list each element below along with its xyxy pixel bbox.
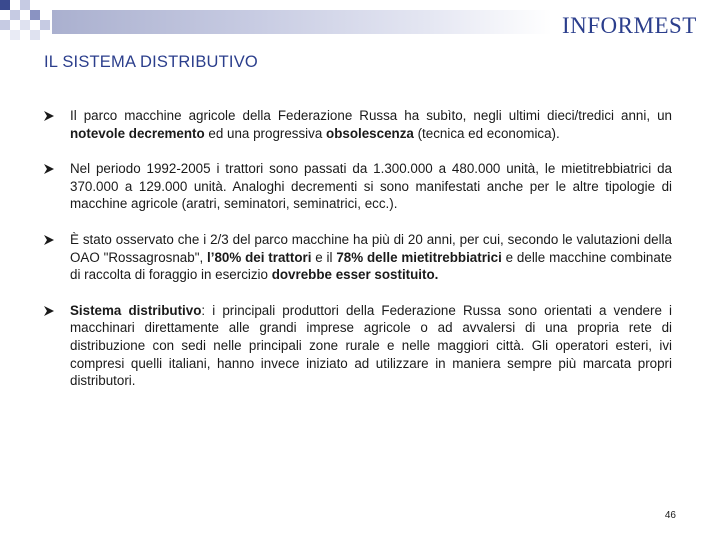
bullet-bold-text: notevole decremento xyxy=(70,125,205,141)
arrow-right-icon xyxy=(44,111,54,121)
logo-text: INFORMEST xyxy=(562,13,697,38)
bullet-bold-text: obsolescenza xyxy=(326,125,414,141)
bullet-text: e il xyxy=(311,249,337,265)
bullet-item xyxy=(44,302,672,390)
bullet-text: Nel periodo 1992-2005 i trattori sono passati da 1.300.000 a 480.000 unità, le mietitrebbiatrici da 370.000 a 129.000 unità. Analoghi decrementi si sono manifestati anche per le altre tipologie di macchine agricole (aratri, seminatori, seminatrici, ecc.). xyxy=(70,161,672,212)
bullet-item xyxy=(44,160,672,213)
bullet-item xyxy=(44,231,672,284)
bullet-bold-text: l’80% dei trattori xyxy=(207,249,312,265)
bullet-text: È stato osservato che i 2/3 del parco macchine ha più di 20 anni, per cui, secondo le valutazioni della OAO "Rossagrosnab", xyxy=(70,231,672,265)
bullet-bold-text: 78% delle mietitrebbiatrici xyxy=(336,249,502,265)
arrow-right-icon xyxy=(44,235,54,245)
bullet-text: Il parco macchine agricole della Federazione Russa ha subìto, negli ultimi dieci/tredici anni, un xyxy=(70,108,672,123)
informest-logo xyxy=(560,8,700,40)
header-bar xyxy=(52,10,552,34)
page-number: 46 xyxy=(664,510,676,521)
bullet-text: ed una progressiva xyxy=(204,125,327,141)
bullet-list xyxy=(44,107,672,408)
checkerboard-decoration xyxy=(0,0,52,44)
bullet-text: e delle macchine combinate di raccolta di foraggio in esercizio xyxy=(70,249,672,283)
bullet-bold-text: dovrebbe esser sostituito. xyxy=(271,267,439,283)
arrow-right-icon xyxy=(44,164,54,174)
arrow-right-icon xyxy=(44,306,54,316)
bullet-text: : i principali produttori della Federazione Russa sono orientati a vendere i macchinari direttamente alle grandi imprese agricole o ad avvalersi di una propria rete di distribuzione con sedi nelle principali zone rurale e nelle maggiori città. Gli operatori esteri, ivi compresi quelli italiani, hanno invece iniziato ad utilizzare in maniera sempre più marcata propri distributori. xyxy=(70,302,672,389)
bullet-bold-text: Sistema distributivo xyxy=(70,302,202,318)
bullet-item xyxy=(44,107,672,142)
slide-title: IL SISTEMA DISTRIBUTIVO xyxy=(44,53,258,71)
bullet-text: (tecnica ed economica). xyxy=(413,125,560,141)
